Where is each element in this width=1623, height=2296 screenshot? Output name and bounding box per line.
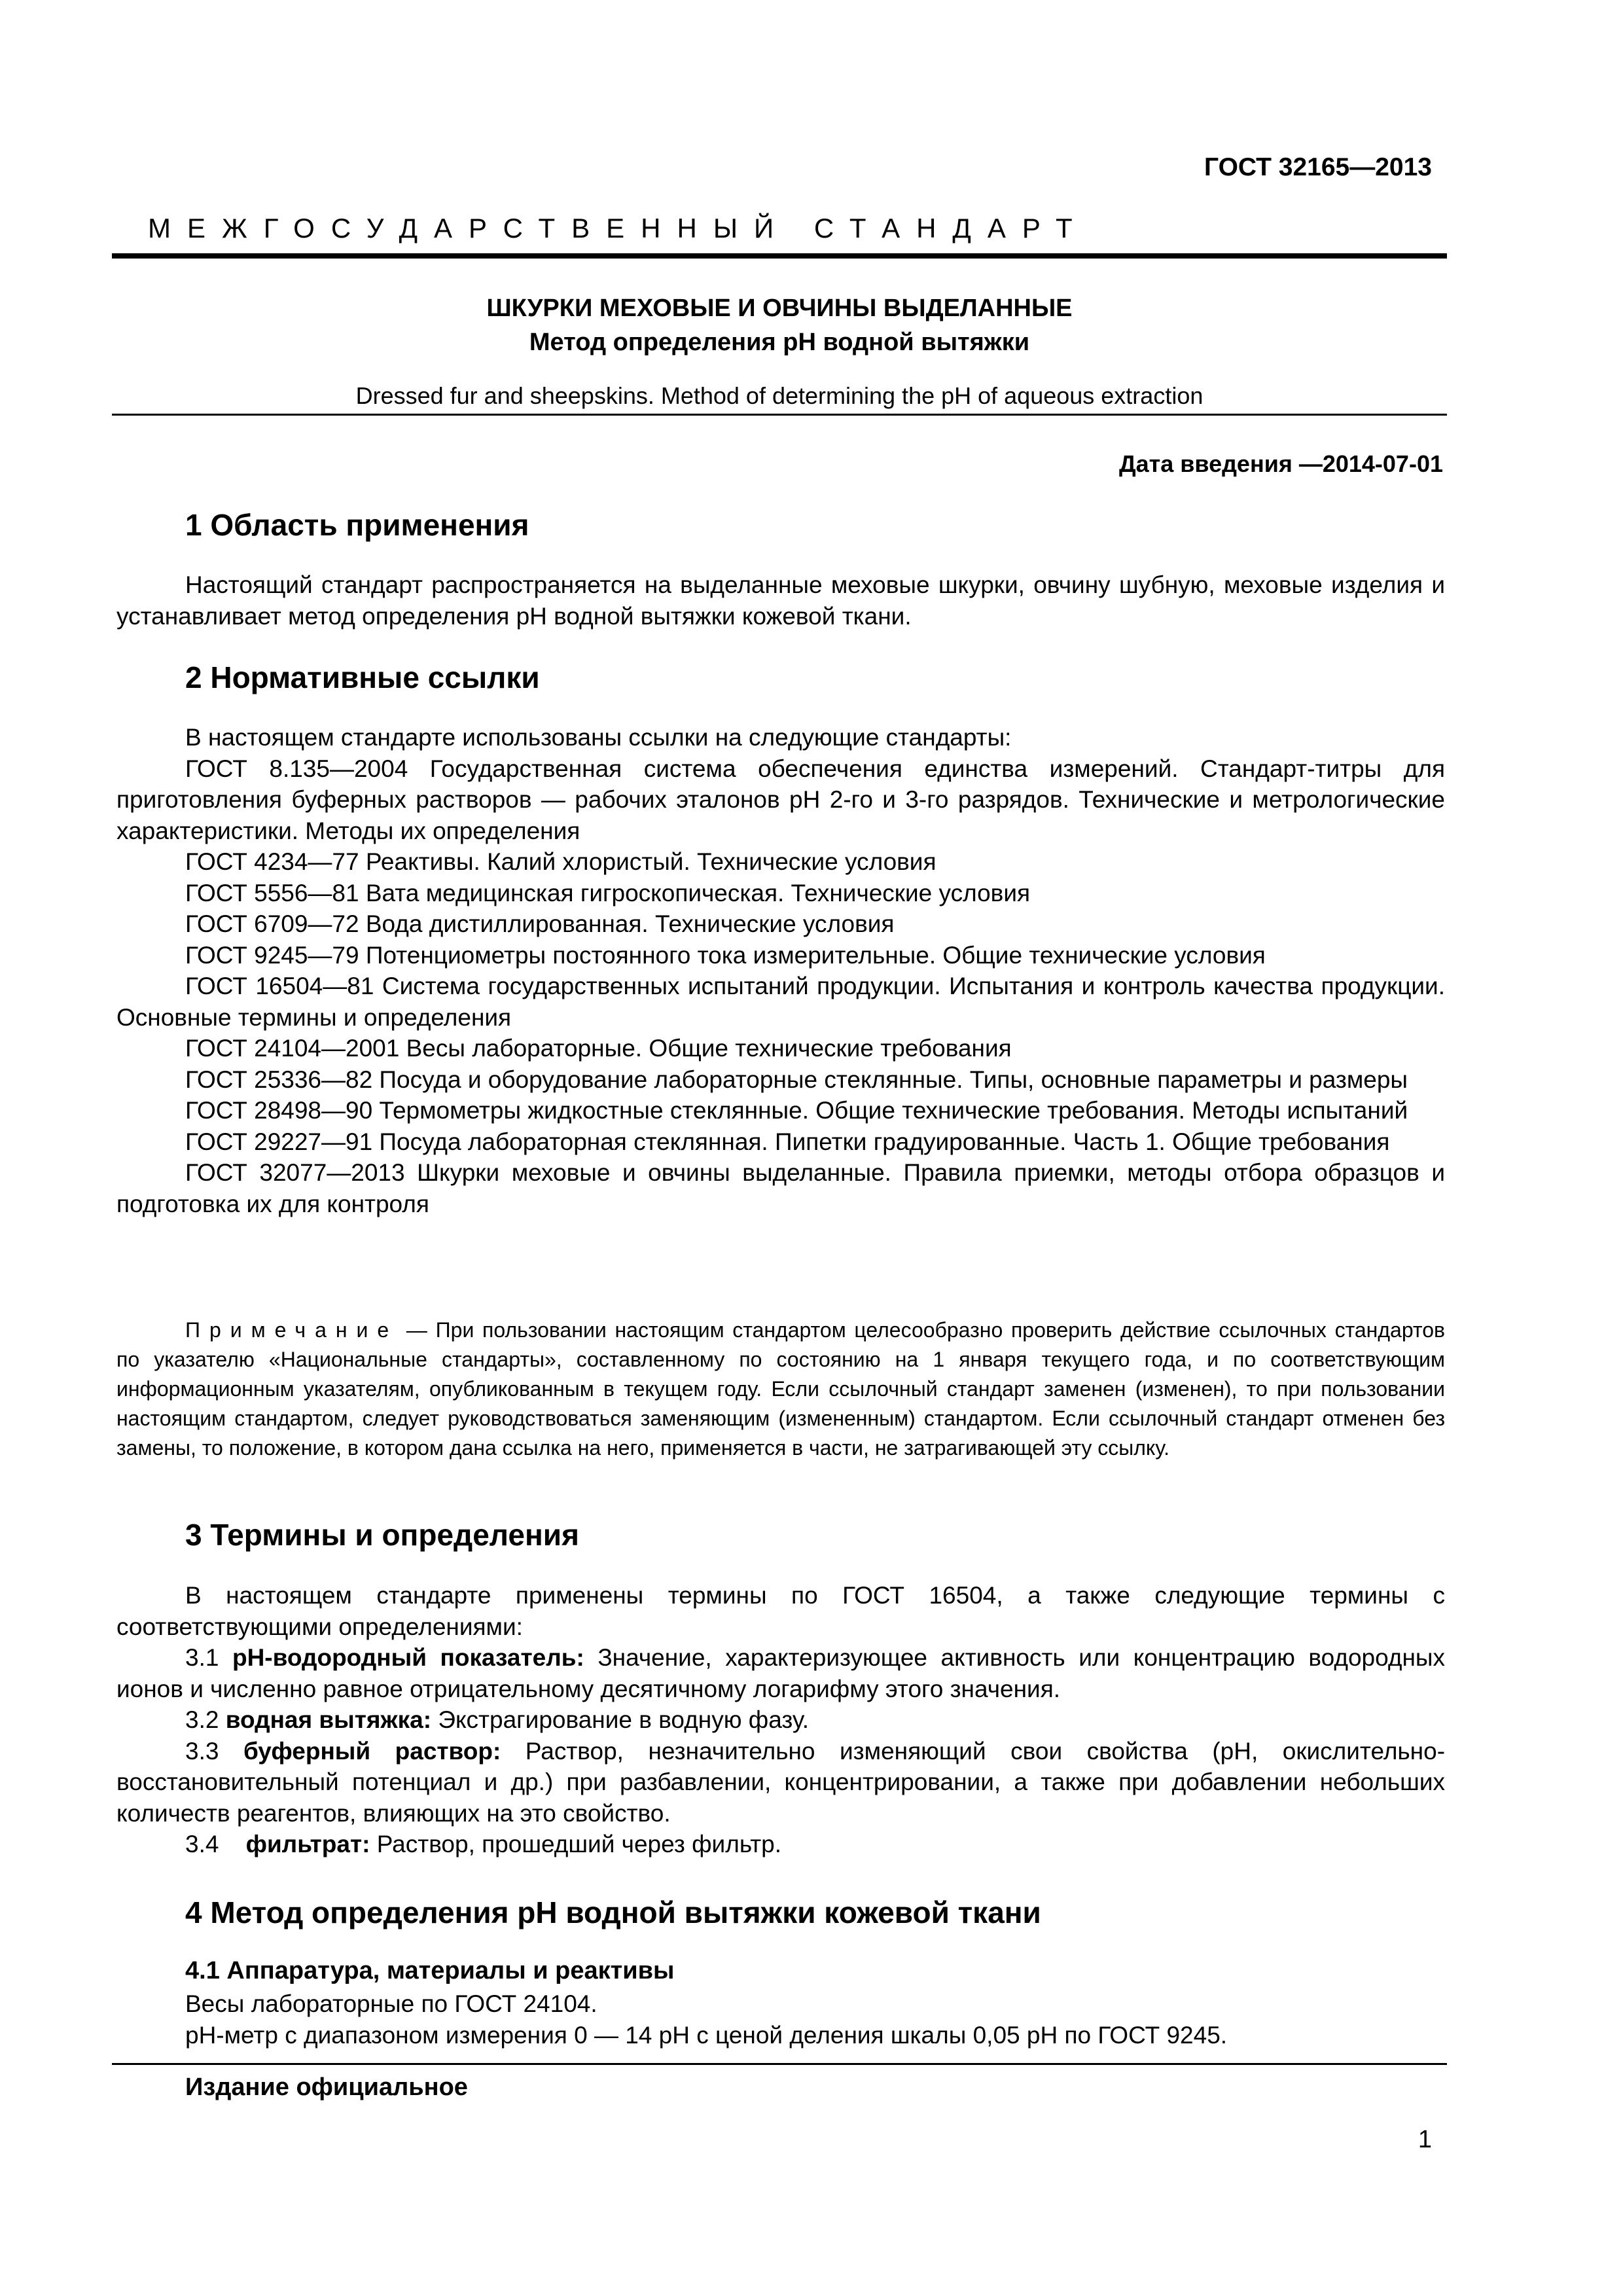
doc-number: ГОСТ 32165—2013 bbox=[1204, 153, 1432, 181]
english-title: Dressed fur and sheepskins. Method of determining the pH of aqueous extraction bbox=[355, 382, 1204, 409]
term-item bbox=[116, 1829, 1445, 1860]
page-number: 1 bbox=[1418, 2126, 1432, 2153]
equipment-item: Весы лабораторные по ГОСТ 24104. bbox=[185, 1990, 597, 2017]
term-item bbox=[116, 1642, 1445, 1704]
note-label: Примечание bbox=[185, 1318, 399, 1342]
term-name: буферный раствор: bbox=[243, 1737, 501, 1765]
ref-item: ГОСТ 6709—72 Вода дистиллированная. Технические условия bbox=[185, 910, 895, 937]
section-2-intro: В настоящем стандарте использованы ссылки на следующие стандарты: bbox=[185, 724, 1012, 751]
term-definition: Раствор, прошедший через фильтр. bbox=[370, 1831, 782, 1857]
ref-item: ГОСТ 8.135—2004 Государственная система обеспечения единства измерений. Стандарт-титры для приготовления буферных растворов — рабочих эталонов pH 2-го и 3-го разрядов. Технические и метрологические характеристики. Методы их определения bbox=[116, 755, 1445, 844]
ref-item: ГОСТ 32077—2013 Шкурки меховые и овчины выделанные. Правила приемки, методы отбора образцов и подготовка их для контроля bbox=[116, 1159, 1445, 1217]
section-3-body bbox=[116, 1580, 1445, 1860]
term-number: 3.2 bbox=[185, 1706, 219, 1733]
intro-date: Дата введения —2014-07-01 bbox=[1118, 450, 1443, 477]
title-main: ШКУРКИ МЕХОВЫЕ И ОВЧИНЫ ВЫДЕЛАННЫЕ bbox=[486, 295, 1073, 322]
section-3-heading: 3 Термины и определения bbox=[185, 1518, 579, 1552]
section-4-body bbox=[116, 1988, 1445, 2051]
title-block bbox=[112, 291, 1447, 359]
ref-item: ГОСТ 25336—82 Посуда и оборудование лабораторные стеклянные. Типы, основные параметры и размеры bbox=[185, 1066, 1408, 1093]
term-definition: Значение, характеризующее активность или концентрацию водородных ионов и численно равное отрицательному десятичному логарифму этого значения. bbox=[116, 1644, 1445, 1702]
edition-label: Издание официальное bbox=[185, 2073, 468, 2101]
term-name: pH-водородный показатель: bbox=[232, 1644, 584, 1671]
term-number: 3.4 bbox=[185, 1831, 219, 1857]
section-2-body bbox=[116, 722, 1445, 1219]
section-1-heading: 1 Область применения bbox=[185, 508, 529, 542]
ref-item: ГОСТ 9245—79 Потенциометры постоянного тока измерительные. Общие технические условия bbox=[185, 941, 1266, 969]
section-1-text: Настоящий стандарт распространяется на выделанные меховые шкурки, овчину шубную, меховые изделия и устанавливает метод определения pH водной вытяжки кожевой ткани. bbox=[116, 571, 1445, 630]
header-rule bbox=[112, 253, 1447, 259]
footer-rule bbox=[112, 2063, 1447, 2065]
section-1-body bbox=[116, 569, 1445, 632]
term-definition: Раствор, незначительно изменяющий свои свойства (pH, окислительно-восстановительный потенциал и др.) при разбавлении, концентрировании, а также при добавлении небольших количеств реагентов, влияющих на это свойство. bbox=[116, 1737, 1446, 1827]
title-sub: Метод определения pH водной вытяжки bbox=[529, 329, 1030, 356]
ref-item: ГОСТ 4234—77 Реактивы. Калий хлористый. Технические условия bbox=[185, 848, 936, 875]
ref-item: ГОСТ 24104—2001 Весы лабораторные. Общие технические требования bbox=[185, 1035, 1012, 1062]
term-name: фильтрат: bbox=[245, 1831, 370, 1857]
title-rule bbox=[112, 414, 1447, 416]
term-number: 3.1 bbox=[185, 1644, 219, 1671]
ref-item: ГОСТ 29227—91 Посуда лабораторная стеклянная. Пипетки градуированные. Часть 1. Общие требования bbox=[185, 1128, 1390, 1155]
term-name: водная вытяжка: bbox=[225, 1706, 432, 1733]
equipment-item: pH-метр с диапазоном измерения 0 — 14 pH с ценой деления шкалы 0,05 pH по ГОСТ 9245. bbox=[185, 2021, 1228, 2049]
term-item bbox=[116, 1704, 1445, 1736]
section-3-intro: В настоящем стандарте применены термины по ГОСТ 16504, а также следующие термины с соответствующими определениями: bbox=[116, 1582, 1445, 1640]
ref-item: ГОСТ 28498—90 Термометры жидкостные стеклянные. Общие технические требования. Методы испытаний bbox=[185, 1097, 1408, 1124]
term-item bbox=[116, 1736, 1445, 1829]
ref-item: ГОСТ 5556—81 Вата медицинская гигроскопическая. Технические условия bbox=[185, 879, 1031, 906]
section-2-heading: 2 Нормативные ссылки bbox=[185, 660, 540, 694]
term-number: 3.3 bbox=[185, 1737, 219, 1765]
section-4-heading: 4 Метод определения pH водной вытяжки кожевой ткани bbox=[185, 1895, 1041, 1929]
subsection-4-1-heading: 4.1 Аппаратура, материалы и реактивы bbox=[185, 1957, 675, 1984]
reference-note bbox=[116, 1316, 1445, 1463]
standard-type: МЕЖГОСУДАРСТВЕННЫЙ СТАНДАРТ bbox=[148, 213, 1089, 243]
term-definition: Экстрагирование в водную фазу. bbox=[431, 1706, 809, 1733]
ref-item: ГОСТ 16504—81 Система государственных испытаний продукции. Испытания и контроль качества продукции. Основные термины и определения bbox=[116, 973, 1445, 1031]
note-text: — При пользовании настоящим стандартом целесообразно проверить действие ссылочных стандартов по указателю «Национальные стандарты», составленному по состоянию на 1 января текущего года, и по соответствующим информационным указателям, опубликованным в текущем году. Если ссылочный стандарт заменен (изменен), то при пользовании настоящим стандартом, следует руководствоваться заменяющим (измененным) стандартом. Если ссылочный стандарт отменен без замены, то положение, в котором дана ссылка на него, применяется в части, не затрагивающей эту ссылку. bbox=[116, 1318, 1445, 1460]
